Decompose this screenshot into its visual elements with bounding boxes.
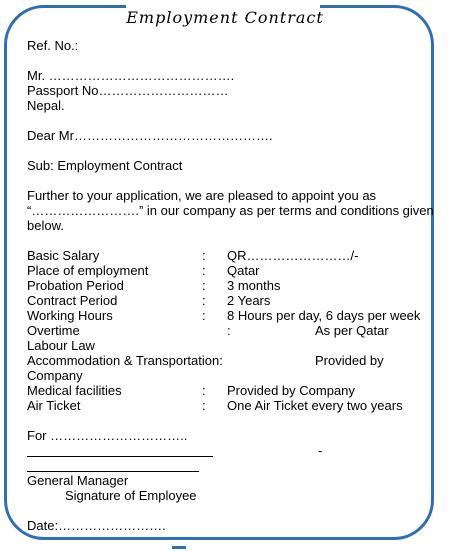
term-sep: : [202,293,206,308]
dear-line: Dear Mr………………………………………. [27,128,273,143]
term-sep: : [202,398,206,413]
term-value-working-hours: 8 Hours per day, 6 days per week [227,308,421,323]
term-accommodation-continued: Company [27,368,83,383]
mr-line: Mr. ……………………………………. [27,68,235,83]
term-value-air-ticket: One Air Ticket every two years [227,398,403,413]
term-label-basic-salary: Basic Salary [27,248,100,263]
term-label-working-hours: Working Hours [27,308,113,323]
ref-no: Ref. No.: [27,38,79,53]
term-label-contract-period: Contract Period [27,293,118,308]
term-sep: : [202,263,206,278]
term-value-accommodation: Provided by [315,353,384,368]
passport-line: Passport No………………………… [27,83,229,98]
bottom-mark [172,546,186,549]
country: Nepal. [27,98,65,113]
intro-line-3: below. [27,218,64,233]
term-label-overtime: Overtime [27,323,80,338]
term-label-medical: Medical facilities [27,383,122,398]
term-value-basic-salary: QR……………………/- [227,248,359,263]
term-value-overtime: As per Qatar [315,323,389,338]
term-value-medical: Provided by Company [227,383,355,398]
term-overtime-continued: Labour Law [27,338,95,353]
signature-line-2 [27,471,199,472]
term-sep: : [202,278,206,293]
term-value-probation: 3 months [227,278,281,293]
intro-line-2: “…………………….” in our company as per terms and conditions given [27,203,434,218]
term-label-air-ticket: Air Ticket [27,398,81,413]
subject: Sub: Employment Contract [27,158,183,173]
general-manager: General Manager [27,473,129,488]
term-label-probation: Probation Period [27,278,124,293]
term-label-accommodation: Accommodation & Transportation: [27,353,223,368]
dash: - [318,443,323,458]
document-title: Employment Contract [126,8,324,27]
intro-line-1: Further to your application, we are pleased to appoint you as [27,188,377,203]
term-sep: : [202,383,206,398]
for-line: For ………………………….. [27,428,188,443]
signature-line-1 [27,456,213,457]
term-sep: : [202,248,206,263]
term-sep: : [227,323,231,338]
term-label-place: Place of employment [27,263,149,278]
term-value-place: Qatar [227,263,260,278]
term-sep: : [202,308,206,323]
term-value-contract-period: 2 Years [227,293,271,308]
signature-of-employee: Signature of Employee [65,488,197,503]
date-line: Date:……………………. [27,518,166,533]
